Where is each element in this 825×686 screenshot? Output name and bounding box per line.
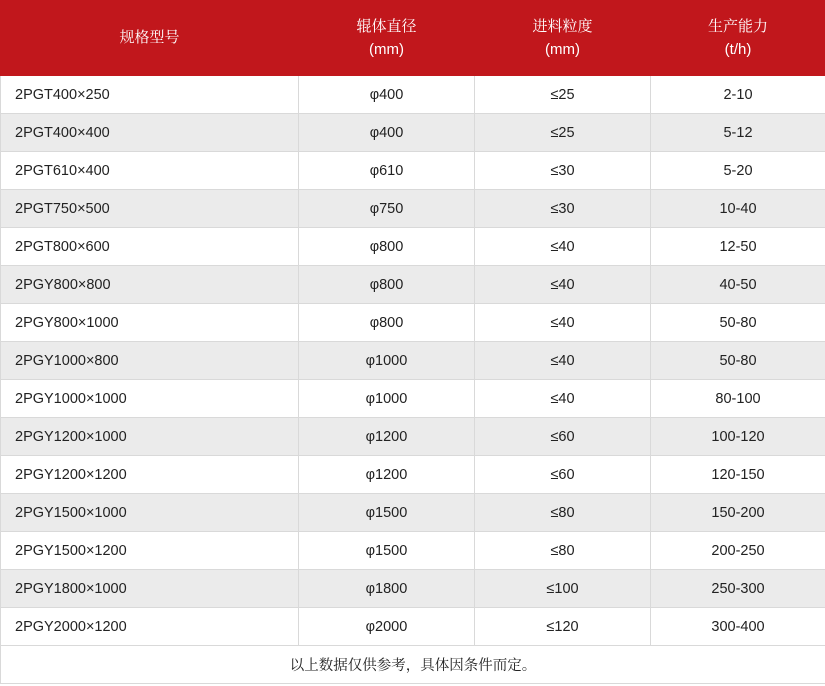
cell-diameter: φ1000: [299, 342, 475, 380]
cell-feed-size: ≤120: [475, 608, 651, 646]
cell-feed-size: ≤80: [475, 494, 651, 532]
table-row: [1, 570, 825, 608]
cell-diameter: φ1500: [299, 494, 475, 532]
header-unit-capacity: (t/h): [724, 41, 752, 58]
cell-feed-size: ≤25: [475, 76, 651, 114]
cell-capacity: 150-200: [651, 494, 825, 532]
footnote-text: 以上数据仅供参考，具体因条件而定。: [1, 646, 825, 684]
cell-capacity: 50-80: [651, 342, 825, 380]
table-row: [1, 342, 825, 380]
cell-diameter: φ750: [299, 190, 475, 228]
cell-diameter: φ400: [299, 76, 475, 114]
table-header: [1, 1, 825, 76]
table-row: [1, 418, 825, 456]
cell-model: 2PGT400×400: [1, 114, 299, 152]
cell-feed-size: ≤40: [475, 304, 651, 342]
cell-feed-size: ≤40: [475, 266, 651, 304]
cell-model: 2PGY800×800: [1, 266, 299, 304]
cell-diameter: φ2000: [299, 608, 475, 646]
cell-model: 2PGT800×600: [1, 228, 299, 266]
header-cell-model: [1, 1, 299, 76]
cell-capacity: 250-300: [651, 570, 825, 608]
table-row: [1, 228, 825, 266]
cell-diameter: φ800: [299, 266, 475, 304]
cell-diameter: φ800: [299, 228, 475, 266]
table-row: [1, 456, 825, 494]
cell-diameter: φ1200: [299, 418, 475, 456]
cell-feed-size: ≤80: [475, 532, 651, 570]
cell-model: 2PGY1500×1000: [1, 494, 299, 532]
footnote-row: [1, 646, 825, 684]
cell-model: 2PGY1000×1000: [1, 380, 299, 418]
cell-diameter: φ1500: [299, 532, 475, 570]
table-row: [1, 152, 825, 190]
header-title-feed-size: 进料粒度: [532, 17, 593, 35]
cell-capacity: 10-40: [651, 190, 825, 228]
cell-capacity: 5-12: [651, 114, 825, 152]
cell-capacity: 200-250: [651, 532, 825, 570]
cell-feed-size: ≤40: [475, 228, 651, 266]
cell-model: 2PGY800×1000: [1, 304, 299, 342]
header-cell-capacity: [651, 1, 825, 76]
table-row: [1, 304, 825, 342]
header-row: [1, 1, 825, 76]
cell-model: 2PGT750×500: [1, 190, 299, 228]
table-row: [1, 114, 825, 152]
cell-feed-size: ≤60: [475, 456, 651, 494]
cell-capacity: 5-20: [651, 152, 825, 190]
cell-capacity: 2-10: [651, 76, 825, 114]
table-body: [1, 76, 825, 646]
cell-feed-size: ≤40: [475, 342, 651, 380]
table-row: [1, 266, 825, 304]
cell-model: 2PGY1200×1200: [1, 456, 299, 494]
table-row: [1, 76, 825, 114]
cell-capacity: 100-120: [651, 418, 825, 456]
cell-capacity: 80-100: [651, 380, 825, 418]
cell-feed-size: ≤60: [475, 418, 651, 456]
cell-diameter: φ1200: [299, 456, 475, 494]
cell-feed-size: ≤100: [475, 570, 651, 608]
table-row: [1, 494, 825, 532]
cell-model: 2PGY1200×1000: [1, 418, 299, 456]
cell-feed-size: ≤30: [475, 190, 651, 228]
header-title-capacity: 生产能力: [707, 17, 768, 35]
header-title-diameter: 辊体直径: [356, 17, 417, 35]
cell-feed-size: ≤40: [475, 380, 651, 418]
cell-diameter: φ800: [299, 304, 475, 342]
cell-feed-size: ≤30: [475, 152, 651, 190]
cell-model: 2PGT400×250: [1, 76, 299, 114]
cell-capacity: 50-80: [651, 304, 825, 342]
cell-diameter: φ610: [299, 152, 475, 190]
header-unit-diameter: (mm): [369, 41, 404, 58]
table-footer: [1, 646, 825, 684]
cell-feed-size: ≤25: [475, 114, 651, 152]
cell-capacity: 300-400: [651, 608, 825, 646]
cell-diameter: φ400: [299, 114, 475, 152]
cell-diameter: φ1800: [299, 570, 475, 608]
cell-model: 2PGT610×400: [1, 152, 299, 190]
table-row: [1, 608, 825, 646]
cell-capacity: 40-50: [651, 266, 825, 304]
header-cell-diameter: [299, 1, 475, 76]
cell-diameter: φ1000: [299, 380, 475, 418]
table-row: [1, 380, 825, 418]
cell-capacity: 12-50: [651, 228, 825, 266]
cell-model: 2PGY1500×1200: [1, 532, 299, 570]
header-cell-feed-size: [475, 1, 651, 76]
table-row: [1, 190, 825, 228]
cell-capacity: 120-150: [651, 456, 825, 494]
cell-model: 2PGY1000×800: [1, 342, 299, 380]
header-title-model: 规格型号: [119, 29, 180, 47]
cell-model: 2PGY1800×1000: [1, 570, 299, 608]
table-row: [1, 532, 825, 570]
cell-model: 2PGY2000×1200: [1, 608, 299, 646]
header-unit-feed-size: (mm): [545, 41, 580, 58]
